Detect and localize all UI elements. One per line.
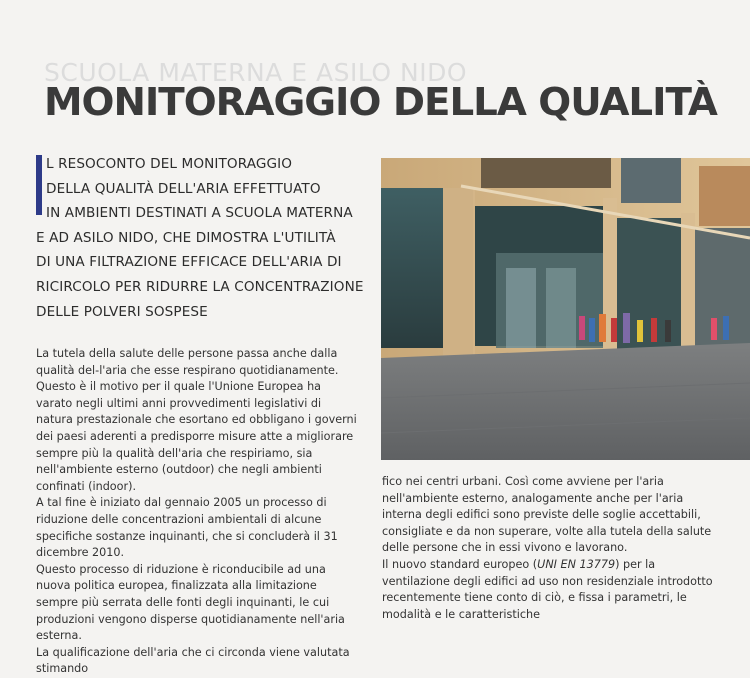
body-paragraph: A tal fine è iniziato dal gennaio 2005 un processo di riduzione delle concentrazioni ambientali di alcune specifiche sostanze inquinanti, che si concluderà il 31 dicembre 2010. [36,496,338,560]
body-paragraph [382,557,722,623]
lead-line: IN AMBIENTI DESTINATI A SCUOLA MATERNA [46,205,353,222]
text-run: Il nuovo standard europeo ( [382,557,538,571]
lead-line: DELLA QUALITÀ DELL'ARIA EFFETTUATO [46,180,321,197]
lead-line: DELLE POLVERI SOSPESE [36,303,208,320]
lead-line: L RESOCONTO DEL MONITORAGGIO [46,156,293,172]
school-building-photo [381,158,750,460]
body-paragraph: La qualificazione dell'aria che ci circonda viene valutata stimando [36,645,350,676]
body-paragraph: La tutela della salute delle persone passa anche dalla qualità del-l'aria che esse respirano quotidianamente. Questo è il motivo per il quale l'Unione Europea ha varato negli ultimi anni provvedimenti legislativi di natura prestazionale che esortano ed obbligano i governi dei paesi aderenti a predisporre misure atte a migliorare sempre più la qualità dell'aria che respiriamo, sia nell'ambiente esterno (outdoor) che negli ambienti confinati (indoor). [36,347,357,493]
body-paragraph: fico nei centri urbani. Così come avviene per l'aria nell'ambiente esterno, analogamente anche per l'aria interna degli edifici sono previste delle soglie accettabili, consigliate e da non superare, volte alla tutela della salute delle persone che in essi vivono e lavorano. [382,475,712,555]
lead-paragraph [36,152,366,324]
page-title: MONITORAGGIO DELLA QUALITÀ [44,80,717,124]
body-paragraph: Questo processo di riduzione è riconducibile ad una nuova politica europea, finalizzata alla limitazione sempre più serrata delle fonti degli inquinanti, le cui produzioni vengono disperse quotidianamente nell'aria esterna. [36,562,345,643]
body-column-left [36,346,358,678]
drop-cap-bar [36,155,42,215]
lead-line: RICIRCOLO PER RIDURRE LA CONCENTRAZIONE [36,278,364,295]
standard-reference: UNI EN 13779 [537,557,616,571]
lead-line: E AD ASILO NIDO, CHE DIMOSTRA L'UTILITÀ [36,229,336,246]
text-run: ) per la ventilazione degli edifici ad uso non residenziale introdotto recentemente tiene conto di ciò, e fissa i parametri, le modalità e le caratteristiche [382,557,713,621]
lead-line: DI UNA FILTRAZIONE EFFICACE DELL'ARIA DI [36,254,342,271]
kicker: SCUOLA MATERNA E ASILO NIDO [44,58,468,87]
body-column-right [382,474,722,623]
